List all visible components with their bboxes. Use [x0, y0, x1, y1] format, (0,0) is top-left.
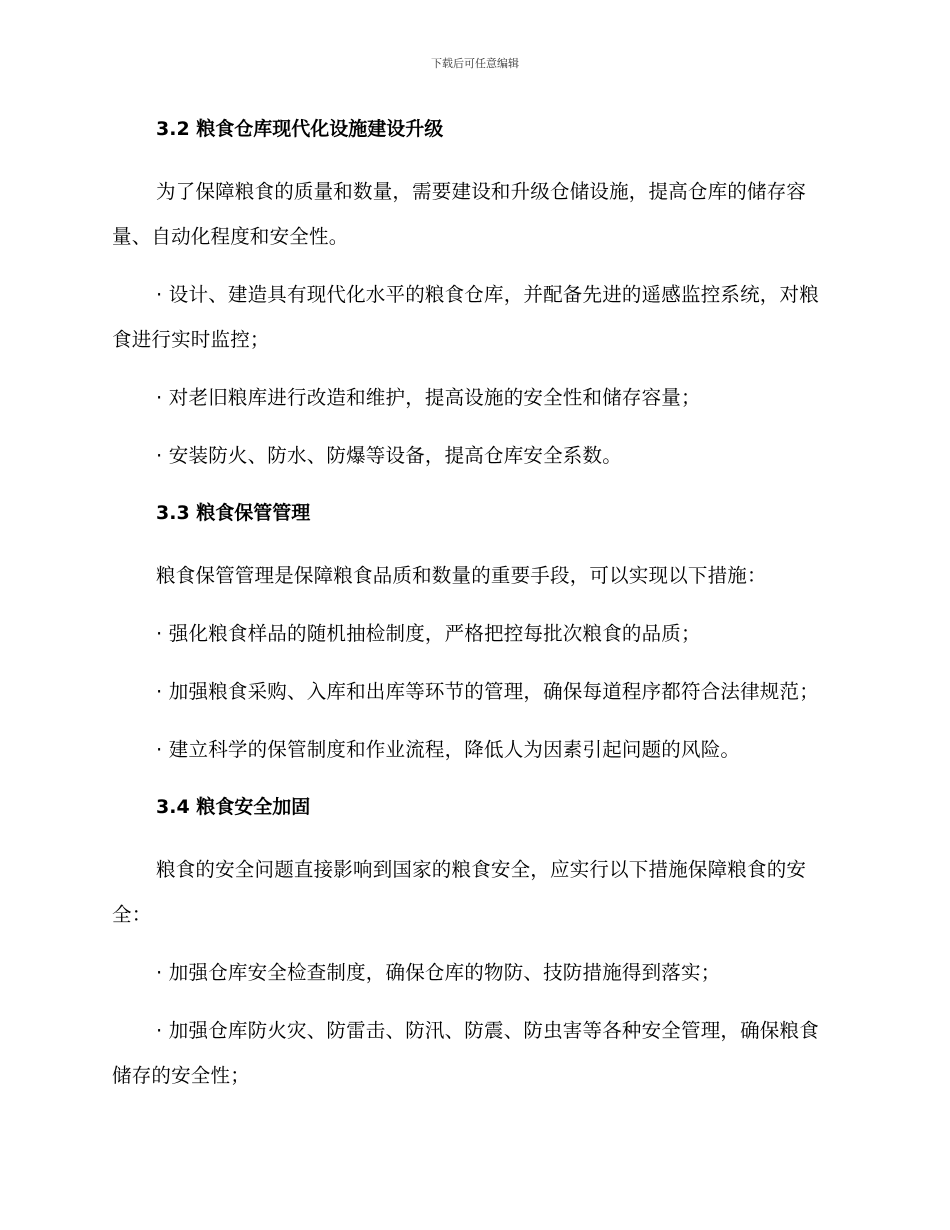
- section-heading: 3.3 粮食保管管理: [156, 502, 311, 524]
- section-3-2: [112, 114, 832, 478]
- bullet-item: · 设计、建造具有现代化水平的粮食仓库，并配备先进的遥感监控系统，对粮食进行实时监控；: [112, 283, 819, 351]
- section-3-4: [112, 792, 832, 1098]
- paragraph: 粮食保管管理是保障粮食品质和数量的重要手段，可以实现以下措施：: [156, 564, 767, 587]
- page-header-note: 下载后可任意编辑: [431, 57, 519, 70]
- bullet-item: · 加强仓库防火灾、防雷击、防汛、防震、防虫害等各种安全管理，确保粮食储存的安全性；: [112, 1019, 819, 1087]
- section-heading: 3.2 粮食仓库现代化设施建设升级: [156, 118, 444, 140]
- section-3-3: [112, 498, 832, 772]
- section-heading: 3.4 粮食安全加固: [156, 796, 311, 818]
- bullet-item: · 强化粮食样品的随机抽检制度，严格把控每批次粮食的品质；: [156, 622, 701, 645]
- bullet-item: · 建立科学的保管制度和作业流程，降低人为因素引起问题的风险。: [156, 738, 741, 761]
- bullet-item: · 加强仓库安全检查制度，确保仓库的物防、技防措施得到落实；: [156, 961, 721, 984]
- paragraph: 粮食的安全问题直接影响到国家的粮食安全，应实行以下措施保障粮食的安全：: [112, 858, 807, 926]
- bullet-item: · 加强粮食采购、入库和出库等环节的管理，确保每道程序都符合法律规范；: [156, 680, 819, 703]
- bullet-item: · 对老旧粮库进行改造和维护，提高设施的安全性和储存容量；: [156, 386, 701, 409]
- paragraph: 为了保障粮食的质量和数量，需要建设和升级仓储设施，提高仓库的储存容量、自动化程度和安全性。: [112, 180, 807, 248]
- bullet-item: · 安装防火、防水、防爆等设备，提高仓库安全系数。: [156, 444, 622, 467]
- document-body: [112, 114, 832, 1098]
